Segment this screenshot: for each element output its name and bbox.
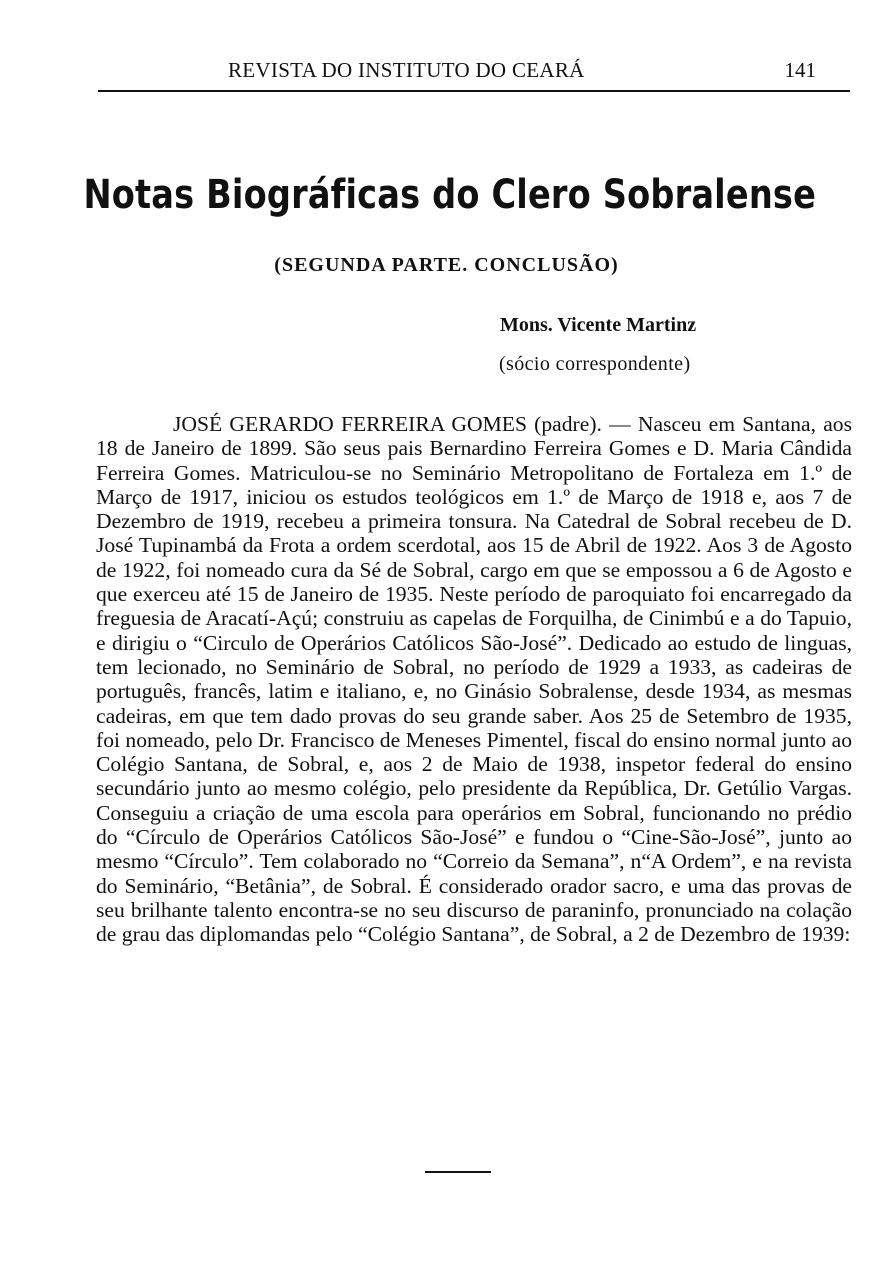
article-title: Notas Biográficas do Clero Sobralense (83, 172, 817, 218)
article-subtitle: (SEGUNDA PARTE. CONCLUSÃO) (274, 254, 619, 276)
body-paragraph: JOSÉ GERARDO FERREIRA GOMES (padre). — Nasceu em Santana, aos 18 de Janeiro de 1899. São seus pais Bernardino Ferreira Gomes e D. Maria Cândida Ferreira Gomes. Matriculou-se no Seminário Metropolitano de Fortaleza em 1.º de Março de 1917, iniciou os estudos teológicos em 1.º de Março de 1918 e, aos 7 de Dezembro de 1919, recebeu a primeira tonsura. Na Catedral de Sobral recebeu de D. José Tupinambá da Frota a ordem scerdotal, aos 15 de Abril de 1922. Aos 3 de Agosto de 1922, foi nomeado cura da Sé de Sobral, cargo em que se empossou a 6 de Agosto e que exerceu até 15 de Janeiro de 1935. Neste período de paroquiato foi encarregado da freguesia de Aracatí-Açú; construiu as capelas de Forquilha, de Cinimbú e a do Tapuio, e dirigiu o “Circulo de Operários Católicos São-José”. Dedicado ao estudo de linguas, tem lecionado, no Seminário de Sobral, no período de 1929 a 1933, as cadeiras de português, francês, latim e italiano, e, no Ginásio Sobralense, desde 1934, as mesmas cadeiras, em que tem dado provas do seu grande saber. Aos 25 de Setembro de 1935, foi nomeado, pelo Dr. Francisco de Meneses Pimentel, fiscal do ensino normal junto ao Colégio Santana, de Sobral, e, aos 2 de Maio de 1938, inspetor federal do ensino secundário junto ao mesmo colégio, pelo presidente da República, Dr. Getúlio Vargas. Conseguiu a criação de uma escola para operários em Sobral, funcionando no prédio do “Círculo de Operários Católicos São-José” e fundou o “Cine-São-José”, junto ao mesmo “Círculo”. Tem colaborado no “Correio da Semana”, n“A Ordem”, e na revista do Seminário, “Betânia”, de Sobral. É considerado orador sacro, e uma das provas de seu brilhante talento encontra-se no seu discurso de paraninfo, pronunciado na colação de grau das diplomandas pelo “Colégio Santana”, de Sobral, a 2 de Dezembro de 1939: (96, 412, 852, 947)
running-header (98, 56, 850, 92)
section-separator (425, 1171, 491, 1173)
page-number: 141 (784, 58, 816, 82)
author-role: (sócio correspondente) (499, 353, 691, 375)
author-name: Mons. Vicente Martinz (500, 314, 697, 336)
journal-name: REVISTA DO INSTITUTO DO CEARÁ (228, 58, 585, 82)
